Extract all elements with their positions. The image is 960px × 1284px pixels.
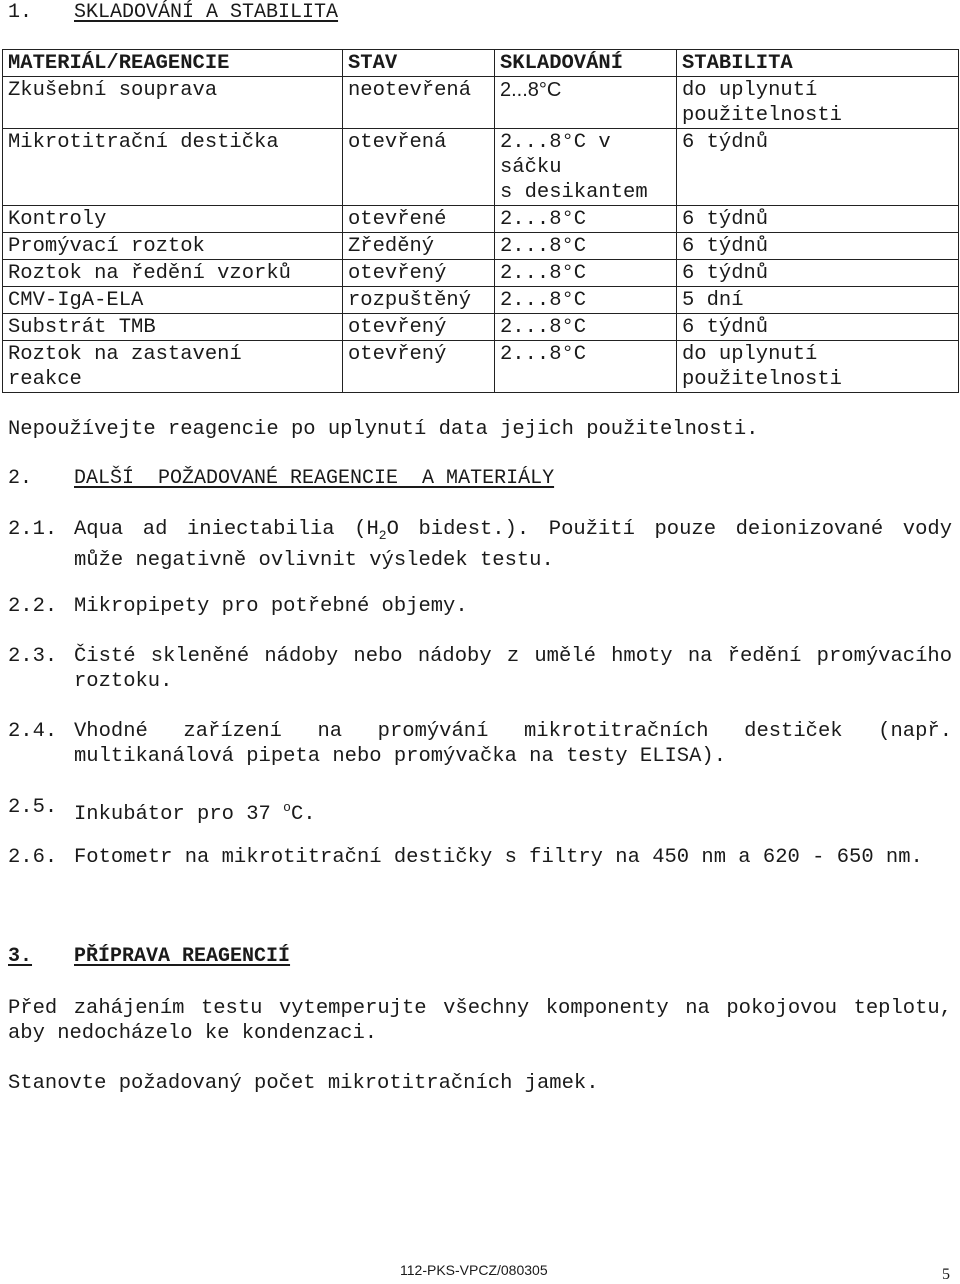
table-row — [3, 260, 959, 287]
item-text: Fotometr na mikrotitrační destičky s filtry na 450 nm a 620 - 650 nm. — [74, 846, 923, 869]
list-item — [8, 845, 952, 870]
cell-storage: 2...8°C — [495, 341, 677, 393]
cell-material: Kontroly — [3, 206, 343, 233]
degree-superscript: o — [283, 800, 291, 815]
list-item — [8, 719, 952, 769]
item-number: 2.1. — [8, 518, 58, 541]
item-text: Vhodné zařízení na promývání mikrotitračních destiček (např. multikanálová pipeta nebo promývačka na testy ELISA). — [74, 720, 952, 768]
cell-stability: 6 týdnů — [677, 233, 959, 260]
cell-storage: 2...8°C — [495, 260, 677, 287]
cell-material: Substrát TMB — [3, 314, 343, 341]
cell-storage: 2...8°C — [495, 206, 677, 233]
cell-storage: 2...8°C — [495, 233, 677, 260]
item-text — [74, 517, 952, 573]
list-item — [8, 594, 952, 619]
header-stability: STABILITA — [677, 50, 959, 77]
cell-material: Mikrotitrační destička — [3, 129, 343, 206]
item-number: 2.5. — [8, 796, 58, 819]
cell-stability: 6 týdnů — [677, 260, 959, 287]
cell-state: Zředěný — [343, 233, 495, 260]
cell-state: otevřená — [343, 129, 495, 206]
section-1-number: 1. — [8, 1, 33, 24]
list-item — [8, 795, 952, 827]
section-1-title: SKLADOVÁNÍ A STABILITA — [74, 1, 339, 24]
table-row — [3, 341, 959, 393]
cell-state: neotevřená — [343, 77, 495, 129]
section-3-number: 3. — [8, 945, 33, 968]
cell-storage: 2...8°C — [495, 287, 677, 314]
cell-storage: 2...8°C v sáčku s desikantem — [495, 129, 677, 206]
cell-state: otevřený — [343, 314, 495, 341]
page-number: 5 — [942, 1266, 950, 1283]
cell-material: Zkušební souprava — [3, 77, 343, 129]
header-state: STAV — [343, 50, 495, 77]
cell-state: rozpuštěný — [343, 287, 495, 314]
header-material: MATERIÁL/REAGENCIE — [3, 50, 343, 77]
header-storage: SKLADOVÁNÍ — [495, 50, 677, 77]
table-row — [3, 314, 959, 341]
list-item — [8, 517, 952, 573]
section-2-title: DALŠÍ POŽADOVANÉ REAGENCIE A MATERIÁLY — [74, 467, 555, 490]
list-item — [8, 644, 952, 694]
expiry-note: Nepoužívejte reagencie po uplynutí data jejich použitelnosti. — [8, 418, 759, 441]
item-number: 2.4. — [8, 720, 58, 743]
cell-storage: 2...8°C — [495, 314, 677, 341]
paragraph: Před zahájením testu vytemperujte všechny komponenty na pokojovou teplotu, aby nedocházelo ke kondenzaci. — [8, 997, 952, 1045]
table-row — [3, 77, 959, 129]
cell-stability: 5 dní — [677, 287, 959, 314]
item-text-part: O bidest.). Použití pouze deionizované vody může negativně ovlivnit výsledek testu. — [74, 518, 952, 573]
item-text-part: Inkubátor pro 37 — [74, 802, 284, 826]
cell-stability: do uplynutí použitelnosti — [677, 341, 959, 393]
item-number: 2.6. — [8, 846, 58, 869]
cell-state: otevřený — [343, 260, 495, 287]
section-2-number: 2. — [8, 467, 33, 490]
document-code: 112-PKS-VPCZ/080305 — [400, 1262, 548, 1278]
item-text: Čisté skleněné nádoby nebo nádoby z umělé hmoty na ředění promývacího roztoku. — [74, 645, 952, 693]
table-row — [3, 129, 959, 206]
cell-state: otevřený — [343, 341, 495, 393]
item-text — [74, 795, 952, 827]
section-1-heading — [8, 1, 338, 24]
cell-stability: 6 týdnů — [677, 206, 959, 233]
paragraph: Stanovte požadovaný počet mikrotitračních jamek. — [8, 1072, 599, 1095]
storage-stability-table — [2, 49, 959, 393]
item-text-part: Aqua ad iniectabilia (H — [74, 518, 379, 541]
section-2-heading — [8, 467, 554, 490]
table-row — [3, 287, 959, 314]
cell-stability: do uplynutí použitelnosti — [677, 77, 959, 129]
cell-material: CMV-IgA-ELA — [3, 287, 343, 314]
section-3-heading — [8, 945, 290, 968]
subscript: 2 — [378, 528, 387, 544]
table-row — [3, 233, 959, 260]
table-row — [3, 206, 959, 233]
cell-stability: 6 týdnů — [677, 129, 959, 206]
cell-material: Roztok na ředění vzorků — [3, 260, 343, 287]
item-text: Mikropipety pro potřebné objemy. — [74, 595, 468, 618]
cell-material: Roztok na zastavení reakce — [3, 341, 343, 393]
item-number: 2.3. — [8, 645, 58, 668]
cell-state: otevřené — [343, 206, 495, 233]
cell-storage: 2...8°C — [495, 77, 677, 129]
cell-stability: 6 týdnů — [677, 314, 959, 341]
section-3-title: PŘÍPRAVA REAGENCIÍ — [74, 945, 291, 968]
table-header-row — [3, 50, 959, 77]
cell-material: Promývací roztok — [3, 233, 343, 260]
item-text-part: C. — [290, 802, 316, 826]
item-number: 2.2. — [8, 595, 58, 618]
